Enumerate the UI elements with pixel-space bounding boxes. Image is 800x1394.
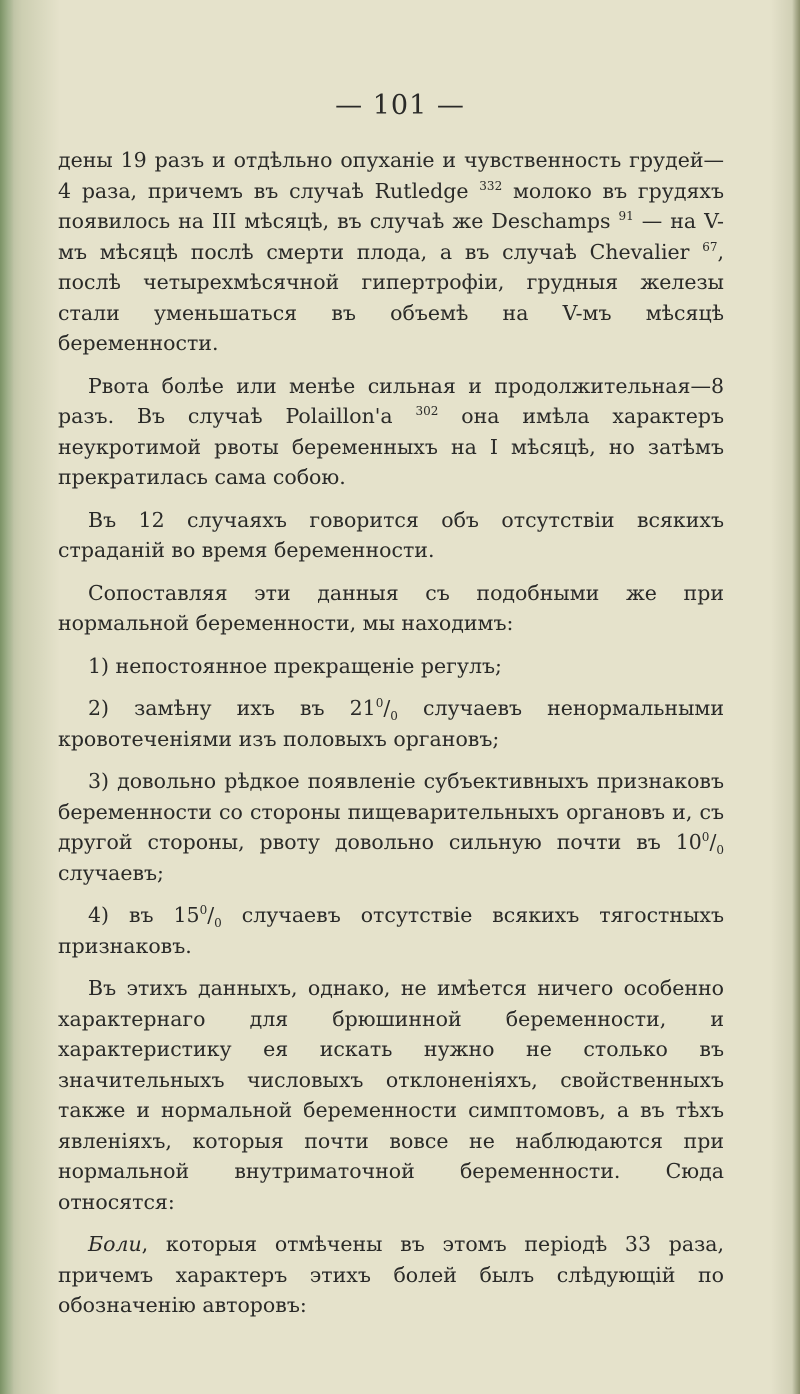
list-item (58, 651, 724, 682)
paragraph (58, 505, 724, 566)
page-number: — 101 — (335, 90, 465, 121)
paragraph (58, 578, 724, 639)
superscript: 332 (479, 178, 503, 193)
text-run: молоко въ грудяхъ появилось на III мѣсяцѣ, въ случаѣ же Deschamps (58, 178, 724, 233)
superscript: 0 (375, 696, 384, 711)
text-run: , которыя отмѣчены въ этомъ періодѣ 33 раза, причемъ характеръ этихъ болей былъ слѣдующій по обозначенію авторовъ: (58, 1232, 724, 1317)
text-run: / (207, 903, 215, 927)
text-run: , послѣ четырехмѣсячной гипертрофіи, грудныя железы стали уменьшаться въ объемѣ на V-мъ мѣсяцѣ беременности. (58, 239, 724, 355)
text-run: — на V-мъ мѣсяцѣ послѣ смерти плода, а въ случаѣ Chevalier (58, 209, 724, 264)
list-item (58, 693, 724, 754)
list-item (58, 766, 724, 888)
italic-term: Боли (88, 1232, 142, 1256)
superscript: 0 (199, 903, 208, 918)
superscript: 302 (415, 404, 439, 419)
paragraph (58, 1229, 724, 1321)
subscript: 0 (390, 709, 398, 724)
page-edge-shadow (792, 0, 800, 1394)
text-run: случаевъ; (58, 860, 164, 885)
text-run: 2) замѣну ихъ въ 21 (88, 696, 376, 720)
superscript: 0 (701, 830, 710, 845)
text-run: она имѣла характеръ неукротимой рвоты беременныхъ на I мѣсяцѣ, но затѣмъ прекратилась сама собою. (58, 404, 724, 489)
text-run: 4) въ 15 (88, 903, 200, 927)
text-run: случаевъ отсутствіе всякихъ тягостныхъ признаковъ. (58, 903, 724, 958)
text-run: Въ этихъ данныхъ, однако, не имѣется ничего особенно характернаго для брюшинной беременности, и характеристику ея искать нужно не столько въ значительныхъ числовыхъ отклоненіяхъ, свойственныхъ также и нормальной беременности симптомовъ, а въ тѣхъ явленіяхъ, которыя почти вовсе не наблюдаются при нормальной внутриматочной беременности. Сюда относятся: (58, 976, 724, 1214)
book-spine-shadow (0, 0, 14, 1394)
text-run: 3) довольно рѣдкое появленіе субъективныхъ признаковъ беременности со стороны пищеварительныхъ органовъ и, съ другой стороны, рвоту довольно сильную почти въ 10 (58, 769, 724, 854)
text-run: 1) непостоянное прекращеніе регулъ; (88, 653, 502, 678)
text-run: / (709, 830, 717, 854)
subscript: 0 (716, 843, 724, 858)
text-run: дены 19 разъ и отдѣльно опуханіе и чувственность грудей— 4 раза, причемъ въ случаѣ Rutledge (58, 148, 724, 203)
text-run: случаевъ ненормальными кровотеченіями изъ половыхъ органовъ; (58, 696, 724, 751)
body-text (58, 145, 724, 1321)
subscript: 0 (214, 916, 222, 931)
text-run: Въ 12 случаяхъ говорится объ отсутствіи всякихъ страданій во время беременности. (58, 507, 724, 562)
paragraph (58, 371, 724, 493)
text-run: Сопоставляя эти данныя съ подобными же при нормальной беременности, мы находимъ: (58, 580, 724, 635)
superscript: 67 (702, 239, 718, 254)
superscript: 91 (618, 209, 634, 224)
text-run: Рвота болѣе или менѣе сильная и продолжительная—8 разъ. Въ случаѣ Polaillon'а (58, 373, 724, 428)
paragraph (58, 145, 724, 359)
text-run: / (383, 696, 391, 720)
paragraph (58, 973, 724, 1217)
list-item (58, 900, 724, 961)
